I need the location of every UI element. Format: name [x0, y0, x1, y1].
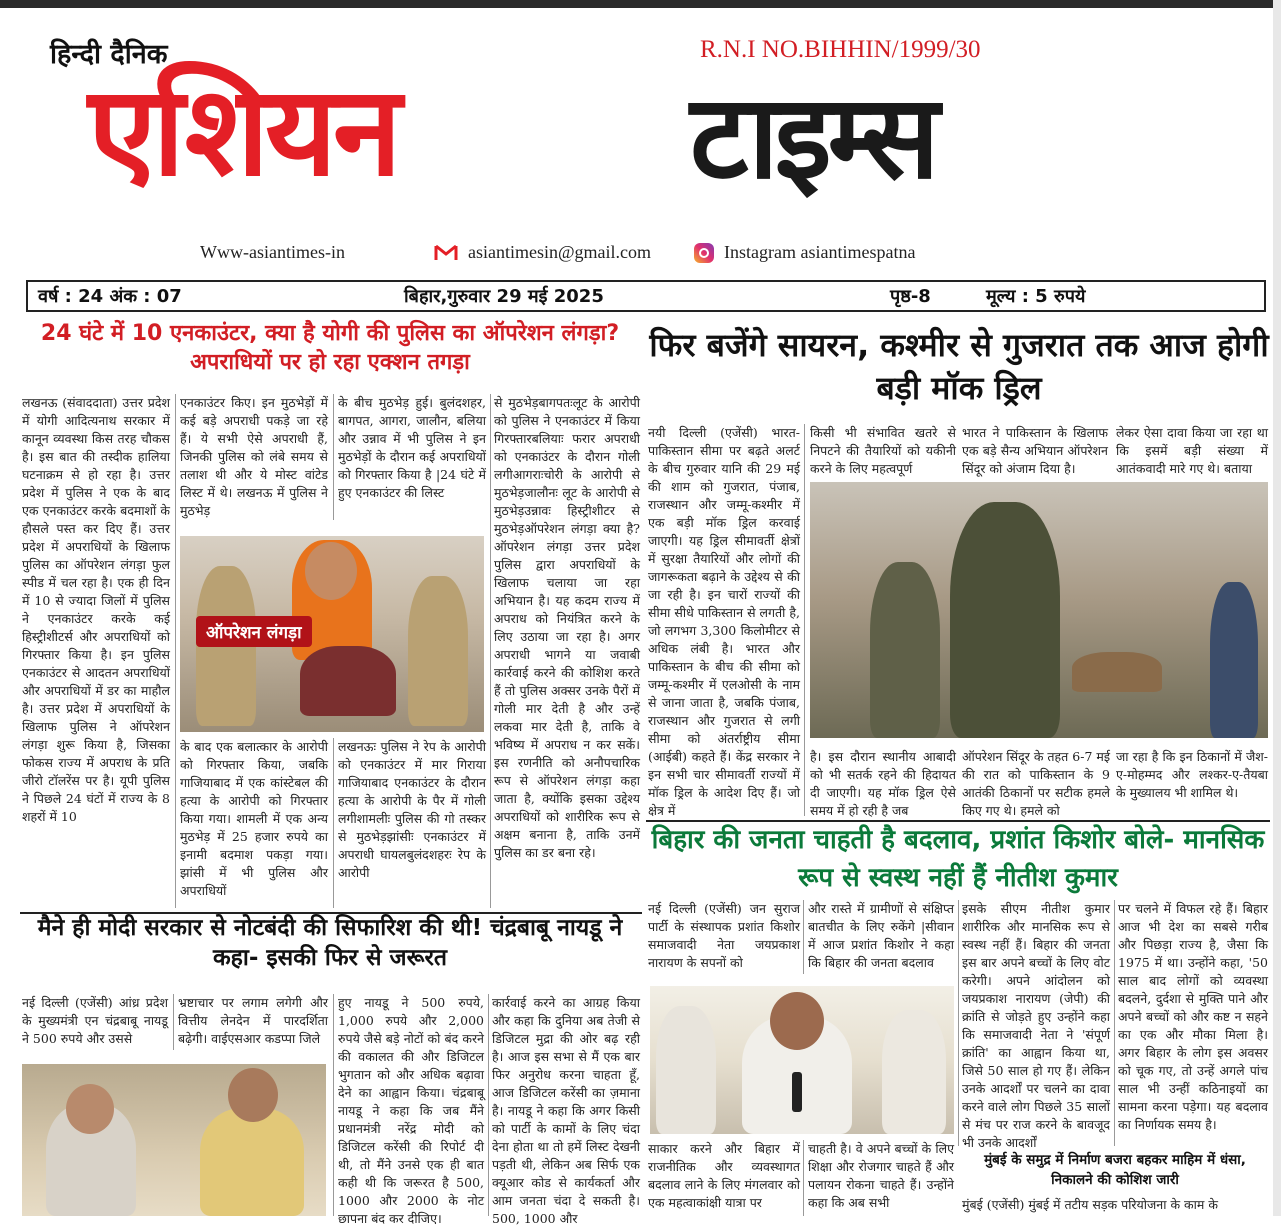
story2-column-4-bottom: जा रहा है कि इन ठिकानों में जैश-ए-मोहम्मद और लश्कर-ए-तैयबा के मुख्यालय भी शामिल थे।: [1116, 749, 1268, 800]
page-top-edge: [0, 0, 1281, 8]
story3-column-2-bottom: चाहती है। वे अपने बच्चों के लिए शिक्षा और रोजगार चाहते हैं और पलायन रोकना चाहते हैं। उन्होंने कहा कि अब सभी: [808, 1141, 954, 1210]
price: मूल्य : 5 रुपये: [986, 286, 1086, 307]
photo-figure: [300, 646, 396, 716]
page-right-edge: [1273, 0, 1281, 1216]
story3-column-2-top: और रास्ते में ग्रामीणों से संक्षिप्त बातचीत के लिए रुकेंगे |सीवान में आज प्रशांत किशोर ने कहा कि बिहार की जनता बदलाव: [808, 901, 954, 970]
gmail-icon: [434, 244, 458, 262]
kashmir-security-photo: [810, 482, 1268, 738]
newspaper-title-right: टाइम्स: [690, 70, 936, 205]
column-divider: [958, 900, 959, 1146]
website-text: Www-asiantimes-in: [200, 242, 345, 262]
issue-number: वर्ष : 24 अंक : 07: [38, 286, 182, 307]
column-divider: [333, 738, 334, 908]
instagram-text: Instagram asiantimespatna: [724, 242, 916, 262]
story4-column-3: हुए नायडू ने 500 रुपये, 1,000 रुपये और 2,000 रुपये जैसे बड़े नोटों को बंद करने की वकालत की और डिजिटल भुगतान को और अधिक बढ़ावा देने का आह्वान किया। चंद्रबाबू नायडू ने कहा कि जब मैंने प्रधानमंत्री नरेंद्र मोदी को डिजिटल करेंसी की रिपोर्ट दी थी, तो मैंने उनसे एक ही बात कही थी कि जरूरत है 500, 1000 और 2000 के नोट छापना बंद कर दीजिए।: [338, 995, 484, 1226]
instagram-link[interactable]: [694, 242, 915, 263]
story3-column-4: पर चलने में विफल रहे हैं। बिहार आज भी देश का सबसे गरीब और पिछड़ा राज्य है, जैसा कि 1975 में था। उन्होंने कहा, '50 साल बाद लोगों को व्यवस्था बदलने, दुर्दशा से मुक्ति पाने और अपने बच्चों को और कष्ट न सहने का एक और मौका मिला है। अगर बिहार के लोग इस अवसर को चूक गए, तो उन्हें अगले पांच साल भी उन्हीं कठिनाइयों का सामना करना पड़ेगा। यह बदलाव का निर्णायक समय है।: [1118, 901, 1268, 1132]
story3-column-1-top: नई दिल्ली (एजेंसी) जन सुराज पार्टी के संस्थापक प्रशांत किशोर समाजवादी नेता जयप्रकाश नारायण के सपनों को: [648, 901, 800, 970]
website-link[interactable]: [200, 242, 345, 263]
story2-column-1: नयी दिल्ली (एजेंसी) भारत-पाकिस्तान सीमा पर बढ़ते अलर्ट के बीच गुरुवार यानि की 29 मई की शाम को गुजरात, पंजाब, राजस्थान और जम्मू-कश्मीर में एक बड़ी मॉक ड्रिल करवाई जाएगी। यह ड्रिल सीमावर्ती क्षेत्रों में सुरक्षा तैयारियों और लोगों की जागरूकता बढ़ाने के उद्देश्य से की जा रही है। इन चारों राज्यों की सीमा सीधे पाकिस्तान से लगती है, जो लगभग 3,300 किलोमीटर से अधिक लंबी है। भारत और पाकिस्तान के बीच की सीमा को जम्मू-कश्मीर में एलओसी के नाम से जाना जाता है, जबकि पंजाब, राजस्थान और गुजरात से लगी सीमा को अंतर्राष्ट्रीय सीमा (आईबी) कहते हैं। केंद्र सरकार ने इन सभी चार सीमावर्ती राज्यों में मॉक ड्रिल के आदेश दिए हैं। जो क्षेत्र में: [648, 425, 800, 818]
story3-headline[interactable]: बिहार की जनता चाहती है बदलाव, प्रशांत किशोर बोले- मानसिक रूप से स्वस्थ नहीं हैं नीतीश कुमार: [651, 825, 1265, 893]
story3-column-3: इसके सीएम नीतीश कुमार शारीरिक और मानसिक रूप से स्वस्थ नहीं हैं। बिहार की जनता इस बार अपने बच्चों के लिए वोट करेगी। अपने आंदोलन को जयप्रकाश नारायण (जेपी) की क्रांति से जोड़ते हुए उन्होंने कहा कि समाजवादी नेता ने 'संपूर्ण क्रांति' का आह्वान किया था, जिसे 50 साल हो गए हैं। लेकिन उनके आदर्शों पर चलने का दावा करने वाले लोग पिछले 35 सालों से मंच पर राज करने के बावजूद भी उनके आदर्शों: [962, 901, 1110, 1150]
email-link[interactable]: [434, 242, 651, 263]
masthead-tagline: हिन्दी दैनिक: [50, 39, 168, 70]
email-text: asiantimesin@gmail.com: [468, 242, 652, 262]
story2-column-2-bottom: है। इस दौरान स्थानीय आबादी को भी सतर्क रहने की हिदायत दी जाएगी। यह मॉक ड्रिल ऐसे समय में हो रही है जब: [810, 749, 956, 818]
photo-figure: [870, 562, 940, 738]
column-divider: [1114, 900, 1115, 1146]
column-divider: [490, 394, 491, 908]
masthead: [0, 8, 1273, 276]
column-divider: [803, 1140, 804, 1216]
page-number: पृष्ठ-8: [890, 286, 931, 307]
column-divider: [804, 424, 805, 816]
photo-figure: [228, 1068, 278, 1122]
rni-number: R.N.I NO.BIHHIN/1999/30: [700, 36, 981, 63]
photo-figure: [1210, 582, 1258, 738]
story1-column-3-bottom: लखनऊः पुलिस ने रेप के आरोपी को एनकाउंटर में मार गिराया गाजियाबाद एनकाउंटर के दौरान हत्या के आरोपी के पैर में गोली लगीशामलीः पुलिस की गो तस्कर से मुठभेड़झांसीः एनकाउंटर में अपराधी घायलबुलंदशहरः रेप के आरोपी: [338, 739, 486, 880]
photo-figure: [882, 1010, 946, 1134]
story2-column-3-top: भारत ने पाकिस्तान के खिलाफ एक बड़े सैन्य अभियान ऑपरेशन सिंदूर को अंजाम दिया है।: [962, 425, 1108, 476]
column-divider: [803, 900, 804, 974]
story1-column-4: से मुठभेड़बागपतःलूट के आरोपी को पुलिस ने एनकाउंटर में किया गिरफ्तारबलियाः फरार अपराधी को एनकाउंटर के दौरान गोली लगीआगराःचोरी के आरोपी से मुठभेड़जालौनः लूट के आरोपी से मुठभेड़उन्नावः हिस्ट्रीशीटर से मुठभेड़ऑपरेशन लंगड़ा क्या है?ऑपरेशन लंगड़ा उत्तर प्रदेश पुलिस द्वारा अपराधियों के खिलाफ चलाया जा रहा अभियान है। यह कदम राज्य में अपराध को नियंत्रित करने के लिए उठाया जा रहा है। अगर अपराधी भागने या जवाबी कार्रवाई करने की कोशिश करते हैं तो पुलिस अक्सर उनके पैरों में गोली मार देती है और उन्हें लकवा मार देती है, ताकि वे भविष्य में अपराध न कर सकें। इस रणनीति को अनौपचारिक रूप से ऑपरेशन लंगड़ा कहा जाता है, क्योंकि इसका उद्देश्य अपराधियों को शारीरिक रूप से अक्षम बनाना है, ताकि उनमें पुलिस का डर बना रहे।: [494, 395, 640, 860]
story1-column-3-top: के बीच मुठभेड़ हुई। बुलंदशहर, बागपत, आगरा, जालौन, बलिया और उन्नाव में भी पुलिस ने इन मुठभेड़ों के दौरान कई अपराधियों को गिरफ्तार किया है |24 घंटे में हुए एनकाउंटर की लिस्ट: [338, 395, 486, 500]
photo-figure: [950, 502, 1060, 738]
newspaper-title-left: एशियन: [88, 60, 398, 204]
story2-column-4-top: लेकर ऐसा दावा किया जा रहा था कि इसमें बड़ी संख्या में आतंकवादी मारे गए थे। बताया: [1116, 425, 1268, 476]
column-divider: [175, 394, 176, 908]
photo-figure: [1072, 652, 1162, 692]
prashant-kishor-photo: [650, 986, 954, 1134]
story2-column-3-bottom: ऑपरेशन सिंदूर के तहत 6-7 मई की रात को पाकिस्तान के 9 आतंकी ठिकानों पर सटीक हमले किए गए थे। हमले को: [962, 749, 1110, 818]
story5-column-1: मुंबई (एजेंसी) मुंबई में तटीय सड़क परियोजना के काम के: [962, 1197, 1218, 1212]
story2-headline[interactable]: फिर बजेंगे सायरन, कश्मीर से गुजरात तक आज होगी बड़ी मॉक ड्रिल: [649, 326, 1269, 408]
column-divider: [488, 994, 489, 1216]
instagram-icon: [694, 243, 714, 263]
photo-figure: [770, 992, 824, 1050]
story4-column-1: नई दिल्ली (एजेंसी) आंध्र प्रदेश के मुख्यमंत्री एन चंद्रबाबू नायडू ने 500 रुपये और उससे: [22, 995, 168, 1046]
story4-column-4: कार्रवाई करने का आग्रह किया और कहा कि दुनिया अब तेजी से डिजिटल मुद्रा की ओर बढ़ रही है। आज इस सभा से मैं एक बार फिर अनुरोध करना चाहता हूँ, आज डिजिटल करेंसी का ज़माना है। नायडू ने कहा कि अगर किसी को पार्टी के कामों के लिए चंदा देना होता था तो हमें लिस्ट देखनी पड़ती थी, लेकिन अब सिर्फ एक क्यूआर कोड से कार्यकर्ता और आम जनता चंदा दे सकती है। 500, 1000 और: [492, 995, 640, 1226]
column-divider: [333, 394, 334, 520]
story5-headline[interactable]: मुंबई के समुद्र में निर्माण बजरा बहकर माहिम में धंसा, निकालने की कोशिश जारी: [984, 1152, 1246, 1189]
column-divider: [333, 994, 334, 1216]
photo-figure: [656, 1006, 716, 1134]
photo-figure: [305, 542, 357, 600]
story1-column-1: लखनऊ (संवाददाता) उत्तर प्रदेश में योगी आदित्यनाथ सरकार में कानून व्यवस्था किस तरह चौकस है। इस बात की तस्दीक हालिया घटनाक्रम से हो रहा है। उत्तर प्रदेश में पुलिस ने एक के बाद एक एनकाउंटर करके बदमाशों के हौसले पस्त कर दिए हैं। उत्तर प्रदेश में अपराधियों के खिलाफ पुलिस का ऑपरेशन लंगड़ा फुल स्पीड में चल रहा है। एक ही दिन में 10 से ज्यादा जिलों में पुलिस ने एनकाउंटर करके कई हिस्ट्रीशीटर्स और अपराधियों को गिरफ्तार किया है। इन पुलिस एनकाउंटर से आदतन अपराधियों और अपराधियों में डर का माहौल है। उत्तर प्रदेश में अपराधियों के खिलाफ पुलिस ने ऑपरेशन लंगड़ा शुरू किया है, जिसका फोकस राज्य में अपराध के प्रति जीरो टॉलरेंस पर है। यूपी पुलिस ने पिछले 24 घंटों में राज्य के 8 शहरों में 10: [22, 395, 170, 824]
photo-figure: [200, 1108, 304, 1216]
photo-caption: ऑपरेशन लंगड़ा: [196, 616, 312, 647]
naidu-modi-photo: [22, 1064, 326, 1216]
story4-headline[interactable]: मैने ही मोदी सरकार से नोटबंदी की सिफारिश की थी! चंद्रबाबू नायडू ने कहा- इसकी फिर से जरूरत: [37, 915, 623, 971]
operation-langda-photo: [180, 536, 484, 732]
microphone-icon: [792, 1072, 802, 1112]
story1-column-2-bottom: के बाद एक बलात्कार के आरोपी को गिरफ्तार किया, जबकि गाजियाबाद में एक कांस्टेबल की हत्या के आरोपी को गिरफ्तार किया गया। शामली में एक अन्य मुठभेड़ में 25 हजार रुपये का इनामी बदमाश पकड़ा गया। झांसी में भी पुलिस और अपराधियों: [180, 739, 328, 898]
story1-column-2-top: एनकाउंटर किए। इन मुठभेड़ों में कई बड़े अपराधी पकड़े जा रहे हैं। ये सभी ऐसे अपराधी हैं, जिनकी पुलिस को लंबे समय से तलाश थी और ये मोस्ट वांटेड लिस्ट में थे। लखनऊ में पुलिस ने मुठभेड़: [180, 395, 328, 518]
place-date: बिहार,गुरुवार 29 मई 2025: [404, 286, 604, 307]
photo-figure: [408, 576, 468, 726]
story4-column-2: भ्रष्टाचार पर लगाम लगेगी और वित्तीय लेनदेन में पारदर्शिता बढ़ेगी। वाईएसआर कडप्पा जिले: [178, 995, 328, 1046]
dateline-bar: [26, 280, 1266, 312]
photo-figure: [66, 1084, 114, 1134]
column-divider: [173, 994, 174, 1050]
story3-column-1-bottom: साकार करने और बिहार में राजनीतिक और व्यवस्थागत बदलाव लाने के लिए मंगलवार को एक महत्वाकांक्षी यात्रा पर: [648, 1141, 800, 1210]
story1-headline[interactable]: 24 घंटे में 10 एनकाउंटर, क्या है योगी की पुलिस का ऑपरेशन लंगड़ा? अपराधियों पर हो रहा एक्शन तगड़ा: [40, 321, 620, 375]
story2-column-2-top: किसी भी संभावित खतरे से निपटने की तैयारियों को यकीनी करने के लिए महत्वपूर्ण: [810, 425, 956, 476]
